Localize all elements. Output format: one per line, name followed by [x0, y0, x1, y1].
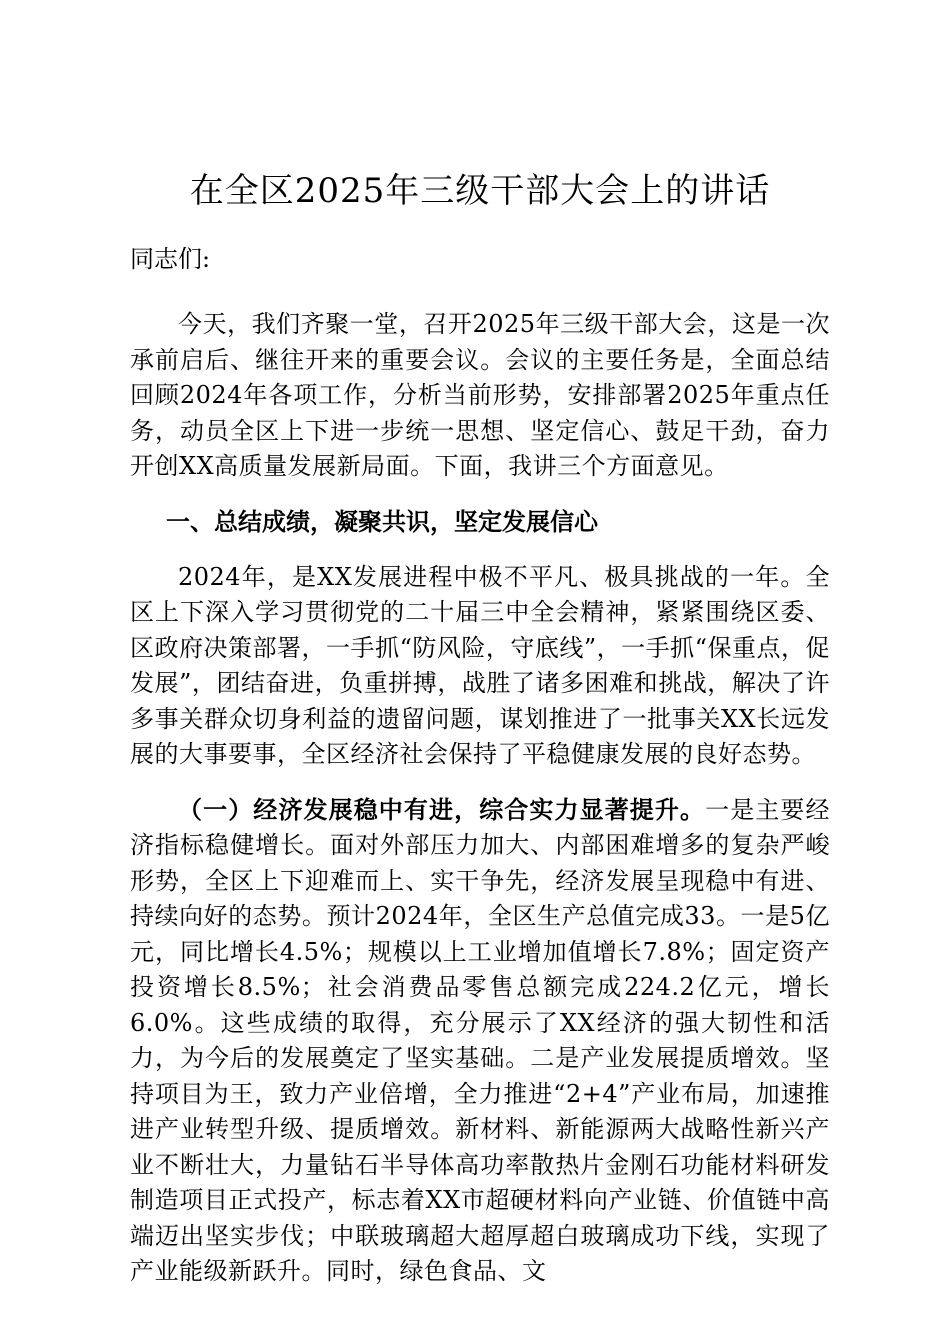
section1-paragraph: 2024年，是XX发展进程中极不平凡、极具挑战的一年。全区上下深入学习贯彻党的二十届三中全会精神，紧紧围绕区委、区政府决策部署，一手抓“防风险，守底线”，一手抓“保重点，促发展”，团结奋进，负重拼搏，战胜了诸多困难和挑战，解决了许多事关群众切身利益的遗留问题，谋划推进了一批事关XX长远发展的大事要事，全区经济社会保持了平稳健康发展的良好态势。 [130, 562, 830, 768]
intro-paragraph: 今天，我们齐聚一堂，召开2025年三级干部大会，这是一次承前启后、继往开来的重要会议。会议的主要任务是，全面总结回顾2024年各项工作，分析当前形势，安排部署2025年重点任务，动员全区上下进一步统一思想、坚定信心、鼓足干劲，奋力开创XX高质量发展新局面。下面，我讲三个方面意见。 [130, 310, 830, 480]
subsection-lead-1: （一）经济发展稳中有进，综合实力显著提升。 [178, 795, 706, 824]
salutation: 同志们: [130, 245, 211, 273]
subsection-body-1: 一是主要经济指标稳健增长。面对外部压力加大、内部困难增多的复杂严峻形势，全区上下迎难而上、实干争先，经济发展呈现稳中有进、持续向好的态势。预计2024年，全区生产总值完成33。一是5亿元，同比增长4.5%；规模以上工业增加值增长7.8%；固定资产投资增长8.5%；社会消费品零售总额完成224.2亿元，增长6.0%。这些成绩的取得，充分展示了XX经济的强大韧性和活力，为今后的发展奠定了坚实基础。二是产业发展提质增效。坚持项目为王，致力产业倍增，全力推进“2+4”产业布局，加速推进产业转型升级、提质增效。新材料、新能源两大战略性新兴产业不断壮大，力量钻石半导体高功率散热片金刚石功能材料研发制造项目正式投产，标志着XX市超硬材料向产业链、价值链中高端迈出坚实步伐；中联玻璃超大超厚超白玻璃成功下线，实现了产业能级新跃升。同时，绿色食品、文 [130, 795, 831, 1285]
document-title: 在全区2025年三级干部大会上的讲话 [189, 171, 771, 211]
section-heading-1: 一、总结成绩，凝聚共识，坚定发展信心 [166, 507, 598, 536]
document-page [130, 168, 830, 1310]
subsection-paragraph-1 [130, 793, 830, 1290]
